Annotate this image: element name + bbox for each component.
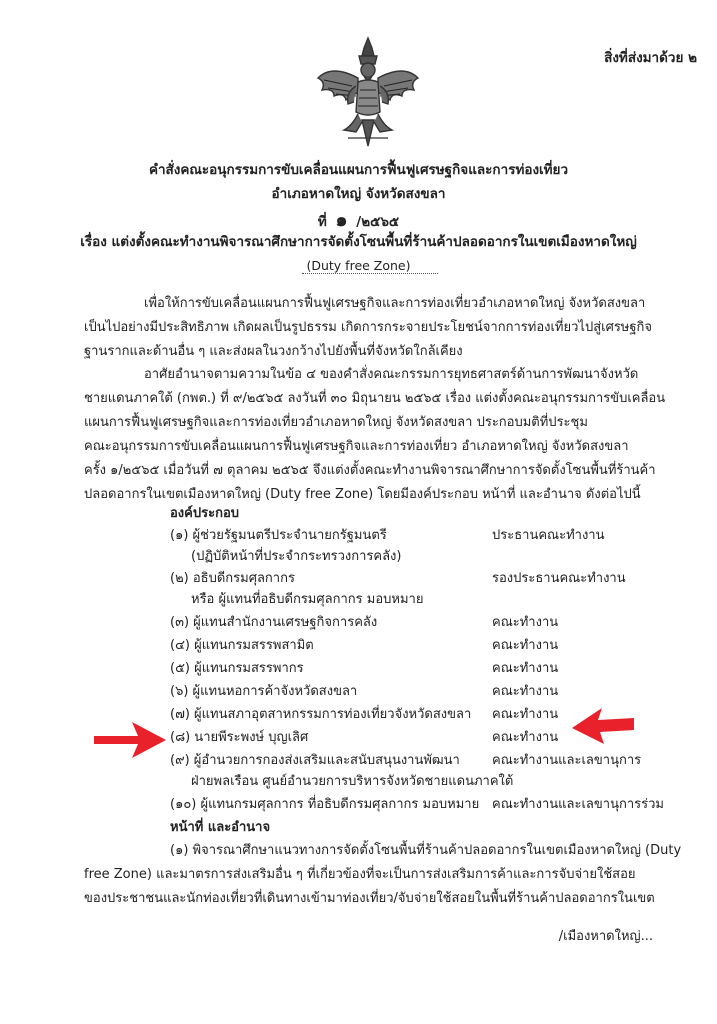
member-role: ประธานคณะทำงาน: [492, 528, 605, 543]
dotted-divider: [302, 273, 438, 274]
member-item: [170, 680, 650, 701]
garuda-emblem-icon: [312, 34, 424, 150]
member-name: (๒) อธิบดีกรมศุลกากร: [170, 571, 295, 586]
member-name: (๔) ผู้แทนกรมสรรพสามิต: [170, 638, 314, 653]
arrow-left-icon: [570, 704, 636, 748]
subject-english: (Duty free Zone): [306, 258, 411, 273]
member-role: คณะทำงานและเลขานุการร่วม: [492, 797, 664, 812]
text-line: ฐานรากและด้านอื่น ๆ และส่งผลในวงกว้างไปยังพื้นที่จังหวัดใกล้เคียง: [84, 344, 463, 359]
text-line: เพื่อให้การขับเคลื่อนแผนการฟื้นฟูเศรษฐกิจและการท่องเที่ยวอำเภอหาดใหญ่ จังหวัดสงขลา: [144, 296, 646, 311]
member-name: (๓) ผู้แทนสำนักงานเศรษฐกิจการคลัง: [170, 615, 378, 630]
member-subtitle: หรือ ผู้แทนที่อธิบดีกรมศุลกากร มอบหมาย: [191, 592, 424, 607]
member-name: (๑๐) ผู้แทนกรมศุลกากร ที่อธิบดีกรมศุลกากร มอบหมาย: [170, 797, 480, 812]
member-role: คณะทำงาน: [492, 684, 559, 699]
text-line: free Zone) และมาตรการส่งเสริมอื่น ๆ ที่เกี่ยวข้องที่จะเป็นการส่งเสริมการค้าและการจับจ่ายใช้สอย: [84, 867, 636, 882]
continuation-note: /เมืองหาดใหญ่...: [558, 929, 653, 944]
member-item: [170, 524, 650, 566]
text-line: ชายแดนภาคใต้ (กพต.) ที่ ๙/๒๕๖๕ ลงวันที่ ๓๐ มิถุนายน ๒๕๖๕ เรื่อง แต่งตั้งคณะอนุกรรมการขับเคลื่อน: [84, 391, 666, 406]
member-name: (๗) ผู้แทนสภาอุตสาหกรรมการท่องเที่ยวจังหวัดสงขลา: [170, 707, 472, 722]
member-role: คณะทำงาน: [492, 730, 559, 745]
member-name: (๕) ผู้แทนกรมสรรพากร: [170, 661, 304, 676]
header-line-2: อำเภอหาดใหญ่ จังหวัดสงขลา: [271, 186, 446, 202]
subject-line: เรื่อง แต่งตั้งคณะทำงานพิจารณาศึกษาการจัดตั้งโซนพื้นที่ร้านค้าปลอดอากรในเขตเมืองหาดใหญ่: [80, 234, 637, 250]
member-item: [170, 567, 650, 609]
duties-title: หน้าที่ และอำนาจ: [170, 820, 271, 835]
member-subtitle: (ปฏิบัติหน้าที่ประจำกระทรวงการคลัง): [191, 549, 402, 564]
member-name: (๖) ผู้แทนหอการค้าจังหวัดสงขลา: [170, 684, 358, 699]
member-item: [170, 634, 650, 655]
text-line: เป็นไปอย่างมีประสิทธิภาพ เกิดผลเป็นรูปธรรม เกิดการกระจายประโยชน์จากการท่องเที่ยวไปสู่เศรษฐกิจ: [84, 320, 653, 335]
text-line: ของประชาชนและนักท่องเที่ยวที่เดินทางเข้ามาท่องเที่ยว/จับจ่ายใช้สอยในพื้นที่ร้านค้าปลอดอากรในเขต: [84, 891, 655, 906]
member-item: [170, 657, 650, 678]
text-line: คณะอนุกรรมการขับเคลื่อนแผนการฟื้นฟูเศรษฐกิจและการท่องเที่ยว อำเภอหาดใหญ่ จังหวัดสงขลา: [84, 439, 629, 454]
member-role: คณะทำงาน: [492, 615, 559, 630]
order-prefix: ที่: [317, 214, 327, 230]
order-year: /๒๕๖๕: [356, 214, 400, 230]
text-line: ปลอดอากรในเขตเมืองหาดใหญ่ (Duty free Zone) โดยมีองค์ประกอบ หน้าที่ และอำนาจ ดังต่อไปนี้: [84, 487, 641, 502]
member-name: (๑) ผู้ช่วยรัฐมนตรีประจำนายกรัฐมนตรี: [170, 528, 387, 543]
member-item: [170, 793, 664, 814]
member-role: คณะทำงาน: [492, 638, 559, 653]
member-item: [170, 611, 650, 632]
member-role: คณะทำงาน: [492, 707, 559, 722]
member-item: [170, 749, 650, 791]
attachment-label: สิ่งที่ส่งมาด้วย ๒: [604, 50, 697, 66]
order-number: ๑: [335, 209, 348, 231]
text-line: แผนการฟื้นฟูเศรษฐกิจและการท่องเที่ยวอำเภอหาดใหญ่ จังหวัดสงขลา ประกอบมติที่ประชุม: [84, 415, 588, 430]
composition-title: องค์ประกอบ: [170, 506, 239, 521]
member-subtitle: ฝ่ายพลเรือน ศูนย์อำนวยการบริหารจังหวัดชายแดนภาคใต้: [191, 774, 514, 789]
member-role: คณะทำงาน: [492, 661, 559, 676]
header-line-1: คำสั่งคณะอนุกรรมการขับเคลื่อนแผนการฟื้นฟูเศรษฐกิจและการท่องเที่ยว: [148, 162, 569, 178]
member-role: รองประธานคณะทำงาน: [492, 571, 626, 586]
member-name: (๙) ผู้อำนวยการกองส่งเสริมและสนับสนุนงานพัฒนา: [170, 753, 460, 768]
member-name: (๘) นายพีระพงษ์ บุญเลิศ: [170, 730, 309, 745]
text-line: อาศัยอำนาจตามความในข้อ ๔ ของคำสั่งคณะกรรมการยุทธศาสตร์ด้านการพัฒนาจังหวัด: [144, 367, 639, 382]
arrow-right-icon: [90, 718, 168, 762]
text-line: ครั้ง ๑/๒๕๖๕ เมื่อวันที่ ๗ ตุลาคม ๒๕๖๕ จึงแต่งตั้งคณะทำงานพิจารณาศึกษาการจัดตั้งโซนพื้นที่ร้านค้า: [84, 463, 656, 478]
member-role: คณะทำงานและเลขานุการ: [492, 753, 642, 768]
text-line: (๑) พิจารณาศึกษาแนวทางการจัดตั้งโซนพื้นที่ร้านค้าปลอดอากรในเขตเมืองหาดใหญ่ (Duty: [170, 843, 682, 858]
